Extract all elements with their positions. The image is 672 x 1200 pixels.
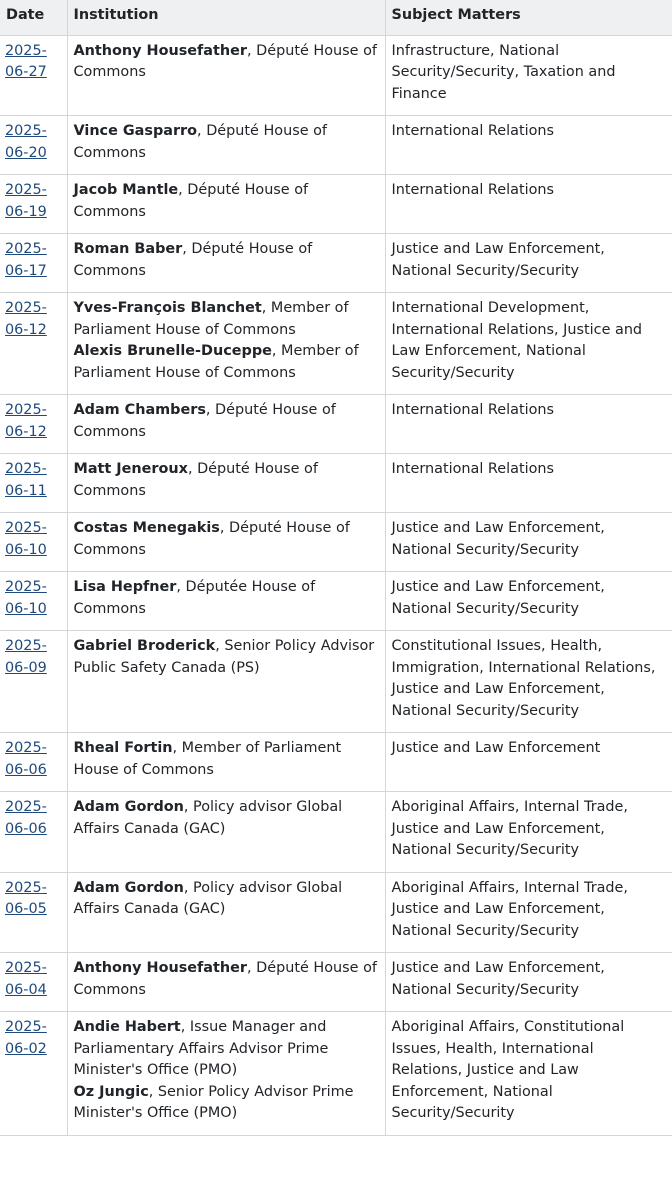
contact-role: , Député House of Commons [73,461,318,499]
date-link[interactable]: 2025-06-04 [5,960,47,998]
contact-role: , Member of Parliament House of Commons [73,343,359,381]
contact-role: , Senior Policy Advisor Public Safety Canada (PS) [73,638,375,676]
institution-cell [67,572,385,631]
contact-role: , Député House of Commons [73,241,313,279]
contact-name: Andie Habert [73,1019,181,1035]
institution-cell [67,872,385,953]
contact-name: Costas Menegakis [73,520,220,536]
date-link[interactable]: 2025-06-12 [5,300,47,338]
date-cell [0,116,67,175]
date-cell [0,293,67,395]
table-row [0,395,672,454]
table-row [0,1012,672,1136]
contact-entry [74,341,379,384]
contact-entry [74,797,379,840]
contact-name: Matt Jeneroux [73,461,188,477]
contact-entry [74,878,379,921]
subject-matters-cell: Justice and Law Enforcement, National Security/Security [385,953,672,1012]
contact-role: , Député House of Commons [73,520,350,558]
contact-name: Lisa Hepfner [73,579,177,595]
contact-entry [74,738,379,781]
contact-name: Anthony Housefather [73,960,247,976]
date-cell [0,792,67,873]
contact-name: Alexis Brunelle-Duceppe [73,343,272,359]
institution-cell [67,792,385,873]
date-link[interactable]: 2025-06-27 [5,42,47,80]
date-cell [0,234,67,293]
contact-entry [74,636,379,679]
contact-name: Yves-François Blanchet [73,300,262,316]
contact-entry [74,958,379,1001]
institution-cell [67,1012,385,1136]
date-cell [0,454,67,513]
date-cell [0,631,67,733]
table-row [0,175,672,234]
date-cell [0,513,67,572]
contact-name: Adam Gordon [73,879,184,896]
date-link[interactable]: 2025-06-17 [5,241,47,279]
contact-role: , Député House of Commons [73,960,377,998]
subject-matters-cell: Constitutional Issues, Health, Immigration, International Relations, Justice and Law Enforcement, National Security/Security [385,631,672,733]
subject-matters-cell: Justice and Law Enforcement [385,733,672,792]
table-row [0,953,672,1012]
contact-role: , Member of Parliament House of Commons [73,740,342,778]
contact-role: , Député House of Commons [73,123,327,161]
table-header-row [0,0,672,35]
institution-cell [67,733,385,792]
date-cell [0,175,67,234]
subject-matters-cell: Aboriginal Affairs, Internal Trade, Justice and Law Enforcement, National Security/Security [385,872,672,953]
date-cell [0,1012,67,1136]
institution-cell [67,35,385,116]
subject-matters-cell: International Development, International Relations, Justice and Law Enforcement, National Security/Security [385,293,672,395]
subject-matters-column-header: Subject Matters [385,0,672,35]
subject-matters-cell: International Relations [385,175,672,234]
subject-matters-cell: International Relations [385,116,672,175]
table-row [0,733,672,792]
contact-role: , Député House of Commons [73,182,309,220]
date-link[interactable]: 2025-06-06 [5,799,47,837]
institution-cell [67,116,385,175]
contact-name: Gabriel Broderick [73,638,216,654]
contact-role: , Senior Policy Advisor Prime Minister's Office (PMO) [73,1083,354,1121]
date-link[interactable]: 2025-06-11 [5,461,47,499]
contact-entry [74,400,379,443]
table-row [0,631,672,733]
subject-matters-cell: Justice and Law Enforcement, National Security/Security [385,234,672,293]
contact-role: , Députée House of Commons [73,579,316,617]
contact-entry [74,577,379,620]
institution-cell [67,513,385,572]
contact-role: , Policy advisor Global Affairs Canada (GAC) [73,799,343,837]
subject-matters-cell: Justice and Law Enforcement, National Security/Security [385,572,672,631]
contact-entry [74,298,379,341]
date-link[interactable]: 2025-06-10 [5,579,47,617]
institution-cell [67,454,385,513]
contact-name: Anthony Housefather [73,42,247,59]
date-cell [0,872,67,953]
table-row [0,35,672,116]
date-column-header: Date [0,0,67,35]
contact-role: , Policy advisor Global Affairs Canada (GAC) [73,879,343,917]
contact-entry [74,121,379,164]
date-link[interactable]: 2025-06-02 [5,1019,47,1057]
contact-name: Vince Gasparro [73,123,198,139]
institution-cell [67,293,385,395]
table-row [0,116,672,175]
institution-cell [67,234,385,293]
contact-name: Adam Gordon [73,799,184,815]
contact-entry [74,1017,379,1082]
subject-matters-cell: Justice and Law Enforcement, National Security/Security [385,513,672,572]
table-row [0,572,672,631]
date-link[interactable]: 2025-06-10 [5,520,47,558]
contact-entry [74,41,379,84]
contact-name: Roman Baber [73,241,183,257]
contact-name: Jacob Mantle [73,182,179,198]
date-cell [0,35,67,116]
subject-matters-cell: International Relations [385,454,672,513]
date-link[interactable]: 2025-06-12 [5,402,47,440]
date-link[interactable]: 2025-06-06 [5,740,47,778]
contact-name: Oz Jungic [73,1083,149,1100]
table-row [0,872,672,953]
subject-matters-cell: International Relations [385,395,672,454]
table-row [0,513,672,572]
contact-entry [74,239,379,282]
contact-role: , Député House of Commons [73,42,377,80]
contact-entry [74,1082,379,1125]
table-body [0,35,672,1135]
contact-role: , Issue Manager and Parliamentary Affairs Advisor Prime Minister's Office (PMO) [73,1019,329,1078]
contact-role: , Député House of Commons [73,402,336,440]
contact-name: Adam Chambers [73,402,206,418]
subject-matters-cell: Infrastructure, National Security/Security, Taxation and Finance [385,35,672,116]
date-link[interactable]: 2025-06-20 [5,123,47,161]
date-link[interactable]: 2025-06-19 [5,182,47,220]
institution-cell [67,175,385,234]
contact-entry [74,518,379,561]
subject-matters-cell: Aboriginal Affairs, Internal Trade, Justice and Law Enforcement, National Security/Security [385,792,672,873]
institution-column-header: Institution [67,0,385,35]
date-cell [0,572,67,631]
institution-cell [67,953,385,1012]
table-row [0,454,672,513]
date-cell [0,395,67,454]
institution-cell [67,631,385,733]
table-row [0,234,672,293]
date-link[interactable]: 2025-06-09 [5,638,47,676]
table-row [0,792,672,873]
institution-cell [67,395,385,454]
date-link[interactable]: 2025-06-05 [5,879,47,917]
contact-role: , Member of Parliament House of Commons [73,300,349,338]
contact-entry [74,180,379,223]
subject-matters-cell: Aboriginal Affairs, Constitutional Issues, Health, International Relations, Justice and Law Enforcement, National Security/Security [385,1012,672,1136]
date-cell [0,733,67,792]
contact-name: Rheal Fortin [73,740,173,756]
table-row [0,293,672,395]
contact-entry [74,459,379,502]
date-cell [0,953,67,1012]
